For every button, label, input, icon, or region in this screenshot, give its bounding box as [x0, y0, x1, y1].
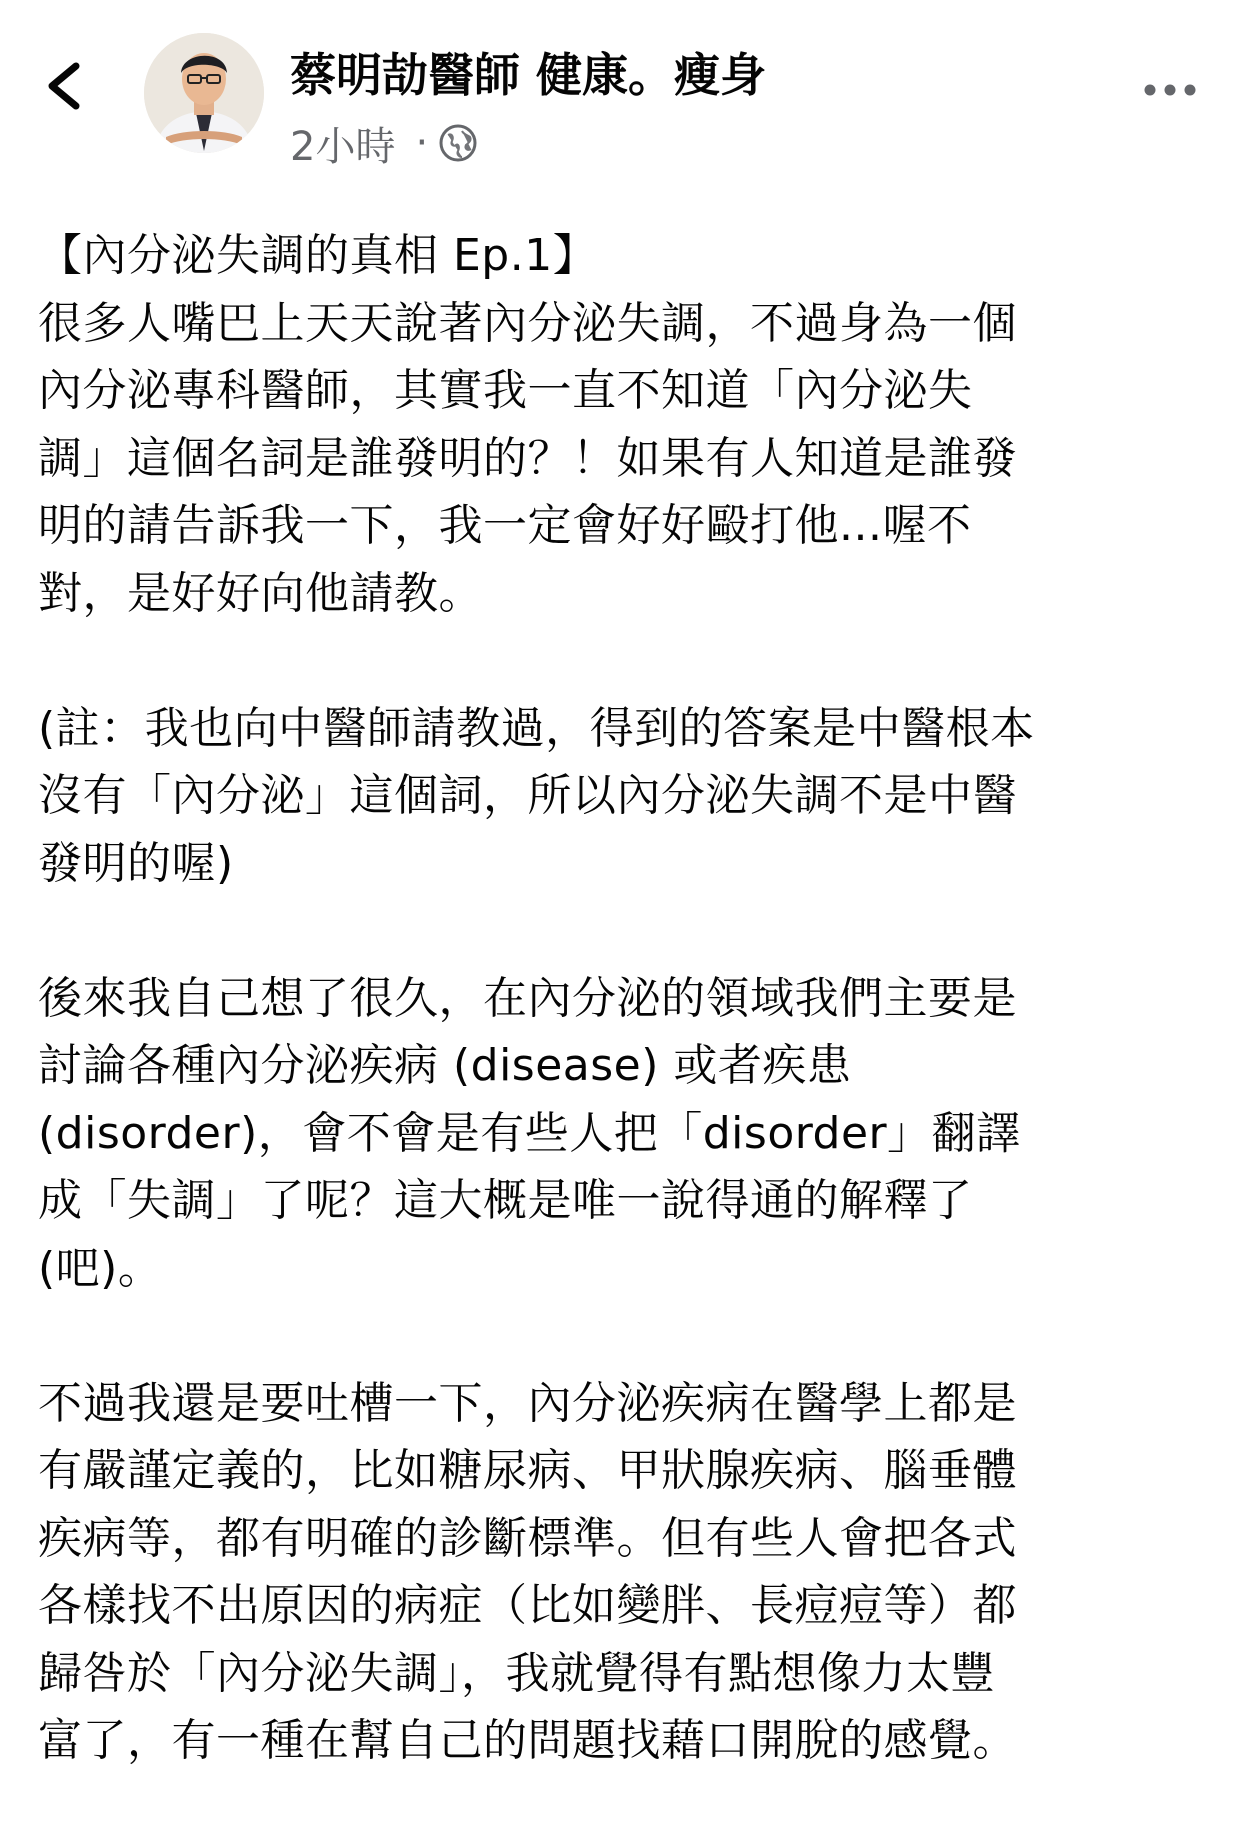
chevron-left-icon — [40, 60, 100, 130]
paragraph-gap — [38, 627, 1208, 695]
post-text-line: 內分泌專科醫師，其實我一直不知道「內分泌失 — [38, 365, 973, 416]
post-text-line: 後來我自己想了很久，在內分泌的領域我們主要是 — [38, 972, 1017, 1024]
post-text-line: 疾病等，都有明確的診斷標準。但有些人會把各式 — [38, 1512, 1017, 1564]
avatar-image — [144, 33, 264, 153]
post-text-line: (disorder)，會不會是有些人把「disorder」翻譯 — [38, 1107, 1021, 1159]
post-text-line: (註：我也向中醫師請教過，得到的答案是中醫根本 — [38, 702, 1035, 754]
post-text-line: 明的請告訴我一下，我一定會好好毆打他...喔不 — [38, 500, 972, 551]
page-name[interactable]: 蔡明劼醫師 健康。瘦身 — [290, 48, 767, 102]
post-text-line: 有嚴謹定義的，比如糖尿病、甲狀腺疾病、腦垂體 — [38, 1445, 1017, 1496]
post-timestamp[interactable]: 2小時 — [290, 123, 396, 170]
post-text-line: 各樣找不出原因的病症（比如變胖、長痘痘等）都 — [38, 1580, 1017, 1631]
post-text-line: 調」這個名詞是誰發明的？！如果有人知道是誰發 — [38, 432, 1017, 484]
post-header — [0, 0, 1242, 170]
avatar[interactable] — [144, 33, 264, 153]
globe-icon[interactable] — [438, 123, 478, 163]
post-meta — [290, 116, 478, 170]
more-horizontal-icon — [1140, 70, 1200, 110]
post-text-line: 成「失調」了呢？這大概是唯一說得通的解釋了 — [38, 1175, 973, 1226]
post-text-line: 對，是好好向他請教。 — [38, 567, 483, 619]
post-text-line: 不過我還是要吐槽一下，內分泌疾病在醫學上都是 — [38, 1377, 1017, 1429]
post-text-line: 【內分泌失調的真相 Ep.1】 — [38, 230, 598, 281]
meta-separator: · — [415, 120, 429, 166]
post-text-line: (吧)。 — [38, 1242, 163, 1294]
post-text-line: 富了，有一種在幫自己的問題找藉口開脫的感覺。 — [38, 1715, 1017, 1766]
post-text-line: 沒有「內分泌」這個詞，所以內分泌失調不是中醫 — [38, 770, 1017, 821]
paragraph-gap — [38, 897, 1208, 965]
paragraph-gap — [38, 1302, 1208, 1370]
post-text — [38, 222, 1208, 1775]
post-text-line: 發明的喔) — [38, 837, 234, 889]
post-text-line: 討論各種內分泌疾病 (disease) 或者疾患 — [38, 1040, 852, 1091]
more-options-button[interactable] — [1140, 70, 1200, 110]
post-text-line: 歸咎於「內分泌失調」，我就覺得有點想像力太豐 — [38, 1647, 995, 1699]
post-text-line: 很多人嘴巴上天天說著內分泌失調，不過身為一個 — [38, 297, 1017, 349]
back-button[interactable] — [40, 60, 100, 130]
